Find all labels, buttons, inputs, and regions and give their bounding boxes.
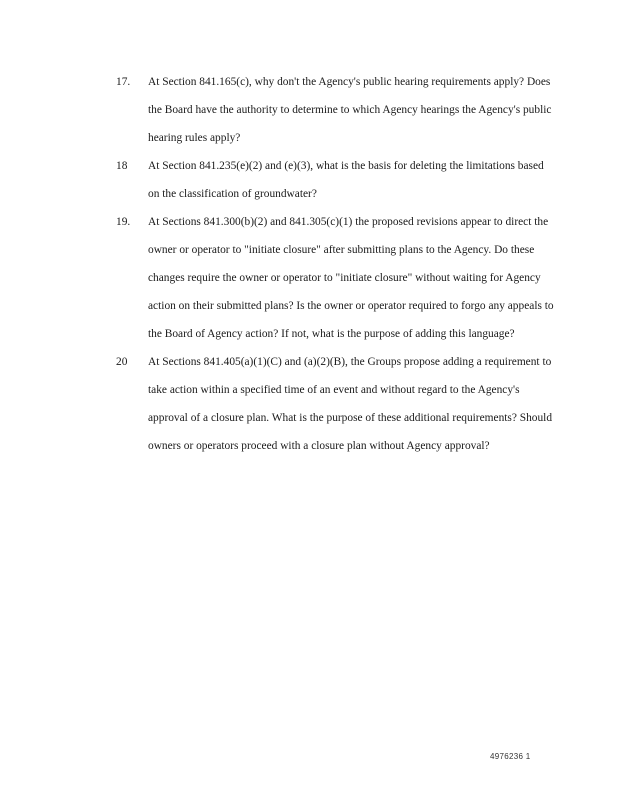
question-text: At Section 841.165(c), why don't the Agency's public hearing requirements apply? Does the Board have the authority to determine to which Agency hearings the Agency's public hearing rules apply? xyxy=(148,76,552,144)
question-number: 20 xyxy=(116,356,128,368)
question-number: 18 xyxy=(116,160,128,172)
question-item-18 xyxy=(116,152,556,208)
question-text: At Sections 841.300(b)(2) and 841.305(c)(1) the proposed revisions appear to direct the owner or operator to "initiate closure" after submitting plans to the Agency. Do these changes require the owner or operator to "initiate closure" without waiting for Agency action on their submitted plans? Is the owner or operator required to forgo any appeals to the Board of Agency action? If not, what is the purpose of adding this language? xyxy=(148,216,554,340)
question-number: 19. xyxy=(116,216,131,228)
question-number: 17. xyxy=(116,76,131,88)
question-item-17 xyxy=(116,68,556,152)
question-text: At Section 841.235(e)(2) and (e)(3), what is the basis for deleting the limitations based on the classification of groundwater? xyxy=(148,160,544,200)
question-item-20 xyxy=(116,348,556,460)
document-footer-id: 4976236 1 xyxy=(490,752,531,761)
question-list xyxy=(116,68,556,460)
question-text: At Sections 841.405(a)(1)(C) and (a)(2)(B), the Groups propose adding a requirement to take action within a specified time of an event and without regard to the Agency's approval of a closure plan. What is the purpose of these additional requirements? Should owners or operators proceed with a closure plan without Agency approval? xyxy=(148,356,553,452)
question-item-19 xyxy=(116,208,556,348)
